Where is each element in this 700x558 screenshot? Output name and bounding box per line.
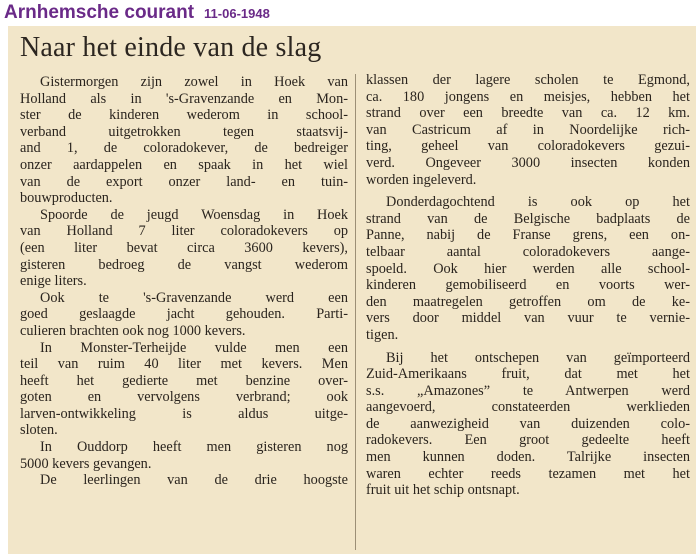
article-line: Ook te 's-Gravenzande werd een [40, 289, 348, 306]
article-line: De leerlingen van de drie hoogste [40, 472, 348, 489]
article-line: larven-ontwikkeling is aldus uitge- [20, 405, 348, 422]
article-line: and 1, de coloradokever, de bedreiger [20, 140, 348, 157]
article-line: ting, geheel van coloradokevers gezui- [366, 138, 690, 155]
article-line: bouwproducten. [20, 190, 113, 207]
article-column-right [366, 72, 690, 499]
column-divider [355, 74, 356, 550]
article-line: s.s. „Amazones” te Antwerpen werd [366, 382, 690, 399]
newspaper-clipping [8, 26, 696, 554]
article-line: ster de kinderen wederom in school- [20, 107, 348, 124]
article-column-left [20, 74, 348, 489]
newspaper-name: Arnhemsche courant [4, 2, 195, 23]
header [4, 2, 270, 24]
article-line: radokevers. Een groot gedeelte heeft [366, 432, 690, 449]
article-line: verd. Ongeveer 3000 insecten konden [366, 154, 690, 171]
article-line: Donderdagochtend is ook op het [386, 194, 690, 211]
article-line: verband uitgetrokken tegen staatsvij- [20, 123, 348, 140]
article-line: Panne, nabij de Franse grens, een on- [366, 227, 690, 244]
article-line: telbaar aantal coloradokevers aange- [366, 243, 690, 260]
article-line: goten en vervolgens verbrand; ook [20, 389, 348, 406]
article-line: Holland als in 's-Gravenzande en Mon- [20, 90, 348, 107]
article-line: tigen. [366, 326, 399, 343]
article-headline: Naar het einde van de slag [20, 32, 322, 63]
article-line: van Holland 7 liter coloradokevers op [20, 223, 348, 240]
article-line: aangevoerd, constateerden werklieden [366, 399, 690, 416]
article-line: worden ingeleverd. [366, 171, 477, 188]
article-line: In Monster-Terheijde vulde men een [40, 339, 348, 356]
article-line: men kunnen doden. Talrijke insecten [366, 449, 690, 466]
article-line: klassen der lagere scholen te Egmond, [366, 72, 690, 88]
article-line: heeft het gedierte met benzine over- [20, 372, 348, 389]
article-line: van Castricum af in Noordelijke rich- [366, 121, 690, 138]
article-line: strand van de Belgische badplaats de [366, 210, 690, 227]
article-line: Zuid-Amerikaans fruit, dat met het [366, 366, 690, 383]
article-line: Spoorde de jeugd Woensdag in Hoek [40, 206, 348, 223]
article-line: (een liter bevat circa 3600 kevers), [20, 239, 348, 256]
article-line: 5000 kevers gevangen. [20, 455, 152, 472]
article-line: culieren brachten ook nog 1000 kevers. [20, 322, 246, 339]
article-line: onzer aardappelen en spaak in het wiel [20, 156, 348, 173]
article-line: strand over een breedte van ca. 12 km. [366, 105, 690, 122]
article-line: gisteren bedroeg de vangst wederom [20, 256, 348, 273]
article-line: sloten. [20, 422, 58, 439]
publication-date: 11-06-1948 [204, 6, 270, 21]
article-line: kinderen gemobiliseerd en voorts wer- [366, 277, 690, 294]
article-line: In Ouddorp heeft men gisteren nog [40, 439, 348, 456]
article-line: fruit uit het schip ontsnapt. [366, 482, 520, 499]
article-line: vers door middel van vuur te vernie- [366, 310, 690, 327]
article-line: van de export onzer land- en tuin- [20, 173, 348, 190]
article-line: Bij het ontschepen van geïmporteerd [386, 349, 690, 366]
article-line: enige liters. [20, 273, 87, 290]
article-line: de aanwezigheid van duizenden colo- [366, 415, 690, 432]
article-line: waren echter reeds tezamen met het [366, 465, 690, 482]
article-line: ca. 180 jongens en meisjes, hebben het [366, 88, 690, 105]
article-line: goed geslaagde jacht gehouden. Parti- [20, 306, 348, 323]
article-line: spoeld. Ook hier werden alle school- [366, 260, 690, 277]
article-line: teil van ruim 40 liter met kevers. Men [20, 356, 348, 373]
article-line: Gistermorgen zijn zowel in Hoek van [40, 74, 348, 90]
article-line: den maatregelen getroffen om de ke- [366, 293, 690, 310]
